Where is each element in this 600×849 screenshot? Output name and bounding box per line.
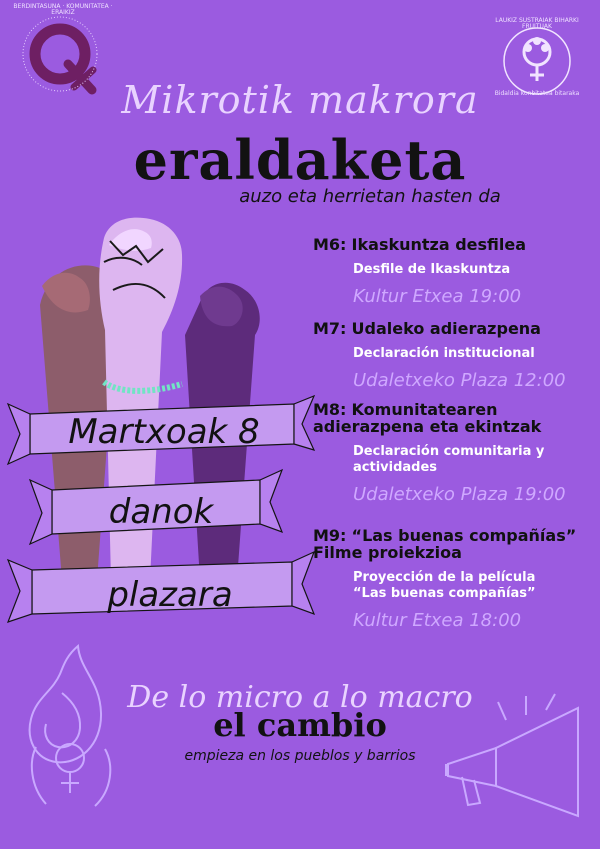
event-place-m7: Udaletxeko Plaza 12:00 (353, 370, 566, 392)
footer-kicker: De lo micro a lo macro (127, 680, 473, 715)
event-code-m6: M6: (313, 235, 347, 254)
event-m7 (313, 319, 578, 391)
banner-line-2: danok (108, 492, 214, 532)
header-title: eraldaketa (133, 128, 467, 192)
right-logo-text: LAUKIZ SUSTRAIAK BIHARKI FRUITUAK (495, 17, 579, 30)
footer-title: el cambio (213, 706, 387, 744)
left-logo-text: BERDINTASUNA · KOMUNITATEA · ERAIKIZ (13, 3, 113, 16)
event-place-m8: Udaletxeko Plaza 19:00 (353, 484, 566, 506)
event-m9 (313, 528, 578, 631)
event-spanish-m9: Proyección de la película “Las buenas compañías” (353, 569, 536, 601)
event-spanish-m8: Declaración comunitaria y actividades (353, 443, 545, 475)
event-spanish-m6: Desfile de Ikaskuntza (353, 262, 511, 277)
event-spanish-m7: Declaración institucional (353, 346, 535, 361)
banner-line-3: plazara (107, 575, 233, 615)
event-code-m8: M8: (313, 400, 347, 419)
event-place-m9: Kultur Etxea 18:00 (353, 610, 522, 632)
event-title-m7: Udaleko adierazpena (351, 319, 541, 338)
event-m8 (313, 402, 578, 505)
event-place-m6: Kultur Etxea 19:00 (353, 286, 522, 308)
event-code-m9: M9: (313, 526, 347, 545)
event-m6 (313, 235, 573, 307)
footer-subtitle: empieza en los pueblos y barrios (184, 748, 416, 764)
fist-illustration (0, 210, 320, 670)
event-title-m8: Komunitatearen adierazpena eta ekintzak (313, 400, 542, 436)
header-subtitle: auzo eta herrietan hasten da (239, 186, 501, 207)
header-kicker: Mikrotik makrora (121, 78, 479, 122)
right-logo-subtext: Bidaldia konbitatea bitaraka (494, 90, 580, 97)
banner-line-1: Martxoak 8 (68, 412, 260, 452)
event-code-m7: M7: (313, 319, 347, 338)
event-title-m6: Ikaskuntza desfilea (351, 235, 527, 254)
event-title-m9: “Las buenas compañías” Filme proiekzioa (313, 526, 577, 562)
